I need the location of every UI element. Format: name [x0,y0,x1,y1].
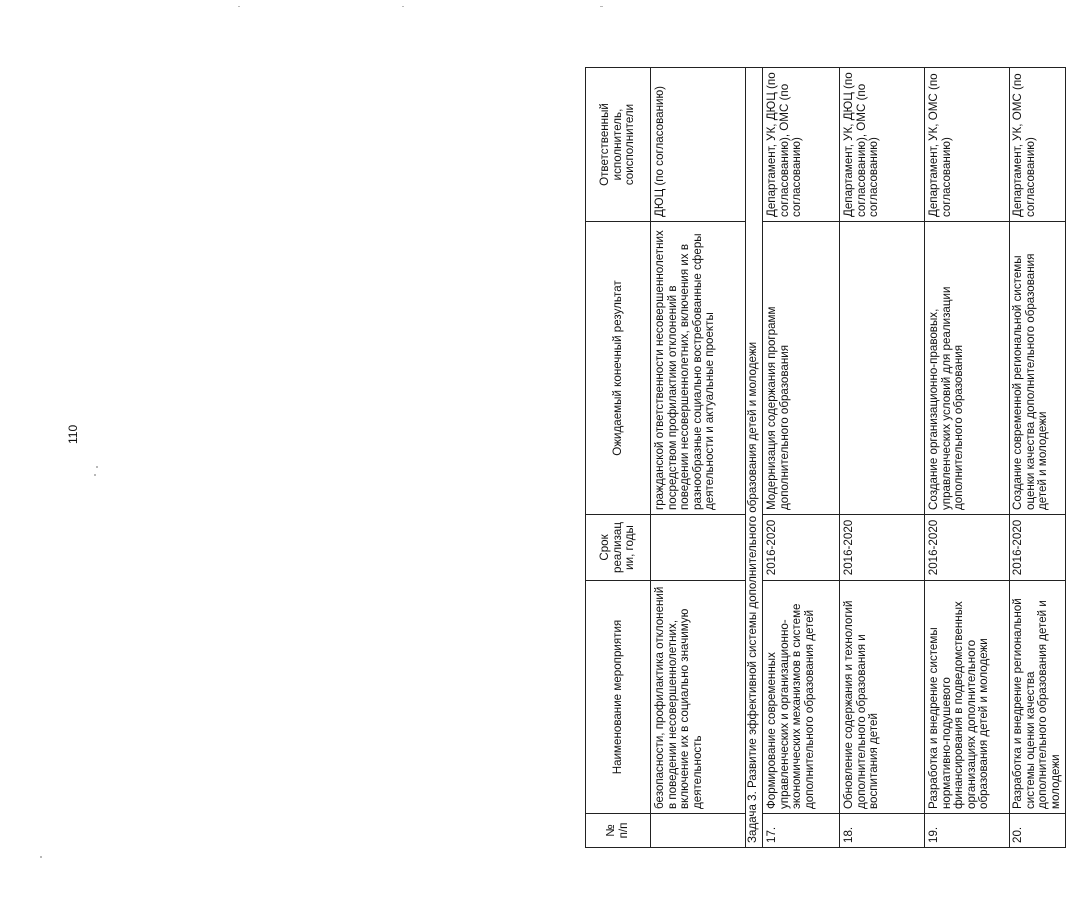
header-num: № п/п [586,814,651,848]
cell-name: Разработка и внедрение региональной системы оценки качества дополнительного образования детей и молодежи [1010,581,1066,814]
scan-speck [40,856,42,858]
cell-num: 18. [840,814,925,848]
cell-num: 19. [925,814,1010,848]
table-row-continuation [651,68,746,848]
cell-responsible: Департамент, УК, ОМС (по согласованию) [1010,68,1066,222]
task-row [746,68,763,848]
cell-term: 2016-2020 [1010,515,1066,581]
cell-name: Разработка и внедрение системы нормативно-подушевого финансирования в подведомственных организациях дополнительного образования детей и молодежи [925,581,1010,814]
rotated-table-container [585,68,1075,848]
cell-name: Формирование современных управленческих и организационно-экономических механизмов в системе дополнительного образования детей [763,581,840,814]
header-term: Срок реализации, годы [586,515,651,581]
scan-speck [402,6,404,7]
header-result: Ожидаемый конечный результат [586,222,651,515]
scan-speck [96,466,98,468]
table-row [1010,68,1066,848]
page-number: 110 [66,424,80,444]
cell-result [840,222,925,515]
header-name: Наименование мероприятия [586,581,651,814]
cell-term: 2016-2020 [840,515,925,581]
table-row [925,68,1010,848]
cell-name: безопасности, профилактика отклонений в поведении несовершеннолетних, включение их в социально значимую деятельность [651,581,746,814]
cell-result: Модернизация содержания программ дополнительного образования [763,222,840,515]
cell-term: 2016-2020 [925,515,1010,581]
cell-responsible: ДЮЦ (по согласованию) [651,68,746,222]
cell-responsible: Департамент, УК, ДЮЦ (по согласованию), ОМС (по согласованию) [763,68,840,222]
cell-name: Обновление содержания и технологий дополнительного образования и воспитания детей [840,581,925,814]
table-row [763,68,840,848]
scan-speck [238,6,240,7]
cell-result: гражданской ответственности несовершеннолетних посредством профилактики отклонений в поведении несовершеннолетних, включения их в разнообразные социально востребованные сферы деятельности и актуальные проекты [651,222,746,515]
cell-responsible: Департамент, УК, ОМС (по согласованию) [925,68,1010,222]
table-row [840,68,925,848]
cell-num [651,814,746,848]
cell-num: 17. [763,814,840,848]
header-responsible: Ответственный исполнитель, соисполнители [586,68,651,222]
cell-responsible: Департамент, УК, ДЮЦ (по согласованию), ОМС (по согласованию) [840,68,925,222]
cell-result: Создание организационно-правовых, управленческих условий для реализации дополнительного образования [925,222,1010,515]
cell-result: Создание современной региональной системы оценки качества дополнительного образования детей и молодежи [1010,222,1066,515]
cell-num: 20. [1010,814,1066,848]
task-title: Задача 3. Развитие эффективной системы дополнительного образования детей и молодежи [746,68,763,848]
cell-term [651,515,746,581]
scan-speck [600,6,603,7]
measures-table [585,67,1066,848]
scan-speck [94,474,96,476]
cell-term: 2016-2020 [763,515,840,581]
table-header-row [586,68,651,848]
